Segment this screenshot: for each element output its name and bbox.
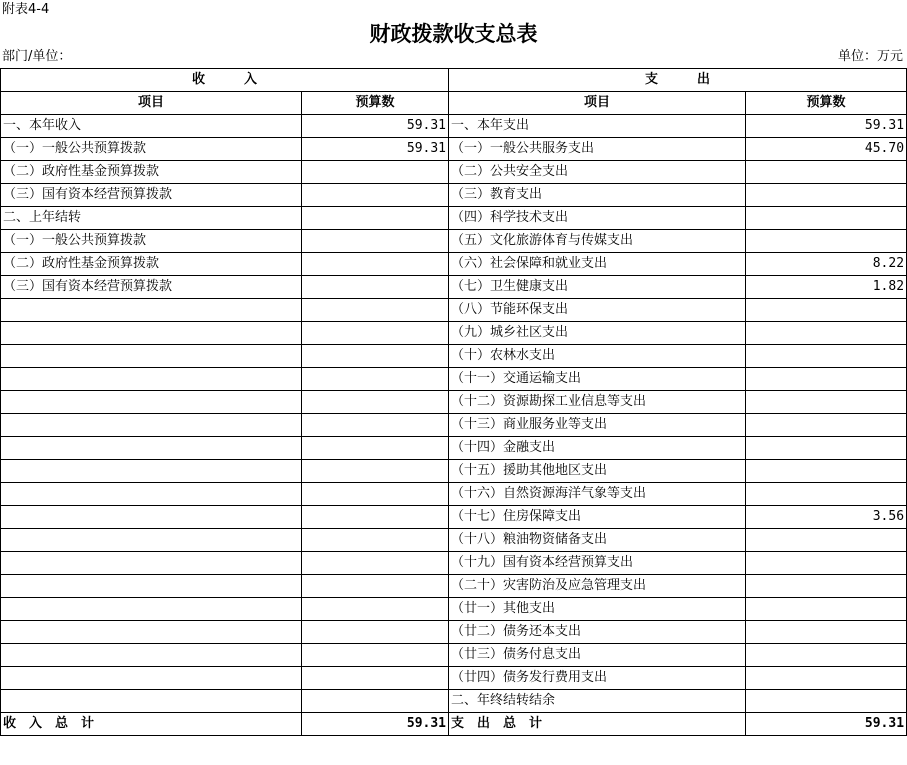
income-value-cell bbox=[302, 690, 449, 713]
income-item-cell bbox=[1, 552, 302, 575]
appendix-note: 附表4-4 bbox=[2, 2, 50, 17]
expense-item-cell: （十一）交通运输支出 bbox=[449, 368, 746, 391]
income-value-cell bbox=[302, 253, 449, 276]
table-row bbox=[1, 115, 907, 138]
income-value-cell bbox=[302, 529, 449, 552]
income-item-cell bbox=[1, 345, 302, 368]
income-item-cell bbox=[1, 368, 302, 391]
income-value-cell bbox=[302, 345, 449, 368]
income-item-cell bbox=[1, 529, 302, 552]
income-total-label: 收 入 总 计 bbox=[1, 713, 302, 736]
table-row bbox=[1, 690, 907, 713]
expense-item-cell: （十五）援助其他地区支出 bbox=[449, 460, 746, 483]
expense-item-cell: （二十）灾害防治及应急管理支出 bbox=[449, 575, 746, 598]
expense-item-cell: （十）农林水支出 bbox=[449, 345, 746, 368]
expense-value-cell bbox=[746, 230, 907, 253]
table-row bbox=[1, 345, 907, 368]
expense-value-cell bbox=[746, 322, 907, 345]
income-item-cell: （三）国有资本经营预算拨款 bbox=[1, 276, 302, 299]
income-item-cell bbox=[1, 460, 302, 483]
table-row bbox=[1, 621, 907, 644]
expense-item-cell: 一、本年支出 bbox=[449, 115, 746, 138]
income-item-cell bbox=[1, 644, 302, 667]
expense-value-cell: 3.56 bbox=[746, 506, 907, 529]
expense-item-cell: （三）教育支出 bbox=[449, 184, 746, 207]
table-row bbox=[1, 299, 907, 322]
income-value-cell: 59.31 bbox=[302, 115, 449, 138]
table-row bbox=[1, 368, 907, 391]
expense-item-cell: （五）文化旅游体育与传媒支出 bbox=[449, 230, 746, 253]
expense-budget-header: 预算数 bbox=[746, 92, 907, 115]
table-row bbox=[1, 506, 907, 529]
income-item-cell bbox=[1, 483, 302, 506]
income-value-cell bbox=[302, 644, 449, 667]
page-title: 财政拨款收支总表 bbox=[369, 21, 538, 46]
expense-value-cell bbox=[746, 552, 907, 575]
income-item-cell bbox=[1, 506, 302, 529]
table-row bbox=[1, 207, 907, 230]
income-value-cell bbox=[302, 414, 449, 437]
expense-item-cell: （十六）自然资源海洋气象等支出 bbox=[449, 483, 746, 506]
table-row bbox=[1, 552, 907, 575]
expense-value-cell bbox=[746, 437, 907, 460]
income-item-cell: 一、本年收入 bbox=[1, 115, 302, 138]
unit-label: 单位：万元 bbox=[837, 49, 903, 64]
income-section-header: 收 入 bbox=[1, 69, 449, 92]
expense-value-cell bbox=[746, 460, 907, 483]
expense-item-cell: （十九）国有资本经营预算支出 bbox=[449, 552, 746, 575]
expense-item-cell: （一）一般公共服务支出 bbox=[449, 138, 746, 161]
expense-value-cell bbox=[746, 598, 907, 621]
income-item-header: 项目 bbox=[1, 92, 302, 115]
table-row bbox=[1, 460, 907, 483]
table-row bbox=[1, 414, 907, 437]
table-row bbox=[1, 138, 907, 161]
expense-item-cell: （十四）金融支出 bbox=[449, 437, 746, 460]
income-item-cell: 二、上年结转 bbox=[1, 207, 302, 230]
table-row bbox=[1, 184, 907, 207]
expense-value-cell bbox=[746, 391, 907, 414]
income-item-cell bbox=[1, 621, 302, 644]
expense-value-cell bbox=[746, 621, 907, 644]
totals-row bbox=[1, 713, 907, 736]
expense-total-value: 59.31 bbox=[746, 713, 907, 736]
expense-item-cell: （四）科学技术支出 bbox=[449, 207, 746, 230]
table-row bbox=[1, 253, 907, 276]
income-value-cell bbox=[302, 598, 449, 621]
income-value-cell bbox=[302, 322, 449, 345]
income-value-cell bbox=[302, 621, 449, 644]
table-row bbox=[1, 276, 907, 299]
expense-item-cell: （十八）粮油物资储备支出 bbox=[449, 529, 746, 552]
income-value-cell bbox=[302, 207, 449, 230]
expense-value-cell bbox=[746, 184, 907, 207]
income-item-cell bbox=[1, 437, 302, 460]
income-item-cell bbox=[1, 322, 302, 345]
income-value-cell bbox=[302, 230, 449, 253]
table-row bbox=[1, 322, 907, 345]
expense-item-cell: （七）卫生健康支出 bbox=[449, 276, 746, 299]
expense-item-cell: 二、年终结转结余 bbox=[449, 690, 746, 713]
expense-value-cell: 59.31 bbox=[746, 115, 907, 138]
expense-value-cell bbox=[746, 575, 907, 598]
income-item-cell bbox=[1, 575, 302, 598]
table-row bbox=[1, 644, 907, 667]
expense-value-cell bbox=[746, 667, 907, 690]
income-total-value: 59.31 bbox=[302, 713, 449, 736]
income-value-cell bbox=[302, 575, 449, 598]
expense-item-cell: （十七）住房保障支出 bbox=[449, 506, 746, 529]
table-row bbox=[1, 575, 907, 598]
table-row bbox=[1, 483, 907, 506]
table-row bbox=[1, 161, 907, 184]
income-value-cell bbox=[302, 391, 449, 414]
income-item-cell: （一）一般公共预算拨款 bbox=[1, 138, 302, 161]
expense-value-cell bbox=[746, 644, 907, 667]
department-label: 部门/单位： bbox=[2, 49, 72, 64]
table-row bbox=[1, 598, 907, 621]
expense-item-cell: （二）公共安全支出 bbox=[449, 161, 746, 184]
income-budget-header: 预算数 bbox=[302, 92, 449, 115]
table-row bbox=[1, 667, 907, 690]
budget-table bbox=[0, 68, 907, 736]
income-item-cell: （一）一般公共预算拨款 bbox=[1, 230, 302, 253]
expense-value-cell bbox=[746, 414, 907, 437]
expense-item-cell: （八）节能环保支出 bbox=[449, 299, 746, 322]
income-value-cell bbox=[302, 552, 449, 575]
expense-value-cell bbox=[746, 529, 907, 552]
income-item-cell: （三）国有资本经营预算拨款 bbox=[1, 184, 302, 207]
expense-value-cell bbox=[746, 161, 907, 184]
table-row bbox=[1, 391, 907, 414]
income-value-cell bbox=[302, 184, 449, 207]
expense-value-cell bbox=[746, 483, 907, 506]
expense-total-label: 支 出 总 计 bbox=[449, 713, 746, 736]
expense-value-cell bbox=[746, 368, 907, 391]
expense-value-cell bbox=[746, 690, 907, 713]
income-value-cell bbox=[302, 667, 449, 690]
expense-item-cell: （廿一）其他支出 bbox=[449, 598, 746, 621]
expense-item-cell: （九）城乡社区支出 bbox=[449, 322, 746, 345]
income-item-cell: （二）政府性基金预算拨款 bbox=[1, 161, 302, 184]
column-header-row bbox=[1, 92, 907, 115]
expense-value-cell bbox=[746, 207, 907, 230]
expense-item-cell: （廿三）债务付息支出 bbox=[449, 644, 746, 667]
expense-item-cell: （廿二）债务还本支出 bbox=[449, 621, 746, 644]
table-row bbox=[1, 230, 907, 253]
expense-value-cell: 45.70 bbox=[746, 138, 907, 161]
expense-value-cell bbox=[746, 299, 907, 322]
expense-item-header: 项目 bbox=[449, 92, 746, 115]
income-value-cell bbox=[302, 299, 449, 322]
income-value-cell bbox=[302, 460, 449, 483]
income-value-cell bbox=[302, 506, 449, 529]
expense-item-cell: （十三）商业服务业等支出 bbox=[449, 414, 746, 437]
income-value-cell bbox=[302, 368, 449, 391]
income-item-cell bbox=[1, 391, 302, 414]
income-value-cell bbox=[302, 276, 449, 299]
income-item-cell bbox=[1, 414, 302, 437]
income-item-cell bbox=[1, 299, 302, 322]
expense-section-header: 支 出 bbox=[449, 69, 907, 92]
table-row bbox=[1, 529, 907, 552]
expense-value-cell bbox=[746, 345, 907, 368]
table-row bbox=[1, 437, 907, 460]
section-header-row bbox=[1, 69, 907, 92]
income-item-cell bbox=[1, 598, 302, 621]
income-item-cell bbox=[1, 690, 302, 713]
income-item-cell bbox=[1, 667, 302, 690]
income-value-cell bbox=[302, 483, 449, 506]
expense-item-cell: （廿四）债务发行费用支出 bbox=[449, 667, 746, 690]
income-value-cell bbox=[302, 161, 449, 184]
expense-item-cell: （六）社会保障和就业支出 bbox=[449, 253, 746, 276]
income-item-cell: （二）政府性基金预算拨款 bbox=[1, 253, 302, 276]
expense-item-cell: （十二）资源勘探工业信息等支出 bbox=[449, 391, 746, 414]
expense-value-cell: 1.82 bbox=[746, 276, 907, 299]
expense-value-cell: 8.22 bbox=[746, 253, 907, 276]
income-value-cell: 59.31 bbox=[302, 138, 449, 161]
income-value-cell bbox=[302, 437, 449, 460]
